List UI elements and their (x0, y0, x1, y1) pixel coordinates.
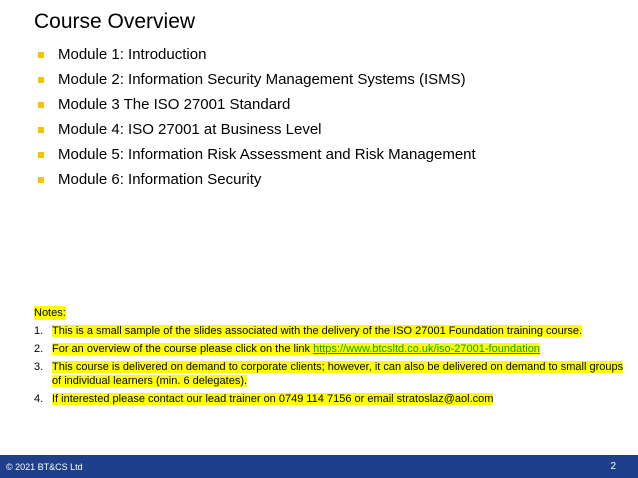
note-text: For an overview of the course please click on the link (52, 343, 314, 355)
module-label: Module 2: Information Security Management Systems (ISMS) (58, 71, 466, 88)
module-list (38, 42, 476, 192)
module-label: Module 5: Information Risk Assessment and Risk Management (58, 146, 476, 163)
list-item (38, 117, 476, 142)
list-item (38, 67, 476, 92)
list-item (34, 392, 624, 406)
course-link[interactable]: https://www.btcsltd.co.uk/iso-27001-foundation (313, 343, 540, 355)
square-bullet-icon (38, 77, 44, 83)
note-text: This course is delivered on demand to corporate clients; however, it can also be delivered on demand to small groups of individual learners (min. 6 delegates). (52, 361, 624, 387)
note-number: 2. (34, 343, 44, 355)
notes-title: Notes: (34, 307, 66, 319)
list-item (38, 142, 476, 167)
slide-title: Course Overview (34, 10, 196, 33)
module-label: Module 6: Information Security (58, 171, 262, 188)
square-bullet-icon (38, 52, 44, 58)
note-number: 1. (34, 325, 44, 337)
module-label: Module 4: ISO 27001 at Business Level (58, 121, 322, 138)
list-item (38, 42, 476, 67)
list-item (34, 324, 624, 338)
copyright-text: © 2021 BT&CS Ltd (6, 462, 83, 472)
square-bullet-icon (38, 177, 44, 183)
notes-list (34, 324, 624, 406)
notes-section (34, 306, 624, 410)
note-text: If interested please contact our lead trainer on 0749 114 7156 or email stratoslaz@aol.com (52, 393, 494, 405)
module-label: Module 3 The ISO 27001 Standard (58, 96, 291, 113)
note-number: 4. (34, 393, 44, 405)
page-number: 2 (610, 461, 616, 472)
list-item (34, 360, 624, 388)
list-item (34, 342, 624, 356)
module-label: Module 1: Introduction (58, 46, 207, 63)
note-number: 3. (34, 361, 44, 373)
note-text: This is a small sample of the slides associated with the delivery of the ISO 27001 Foundation training course. (52, 325, 583, 337)
square-bullet-icon (38, 102, 44, 108)
square-bullet-icon (38, 152, 44, 158)
list-item (38, 167, 476, 192)
square-bullet-icon (38, 127, 44, 133)
list-item (38, 92, 476, 117)
footer-bar (0, 455, 638, 478)
